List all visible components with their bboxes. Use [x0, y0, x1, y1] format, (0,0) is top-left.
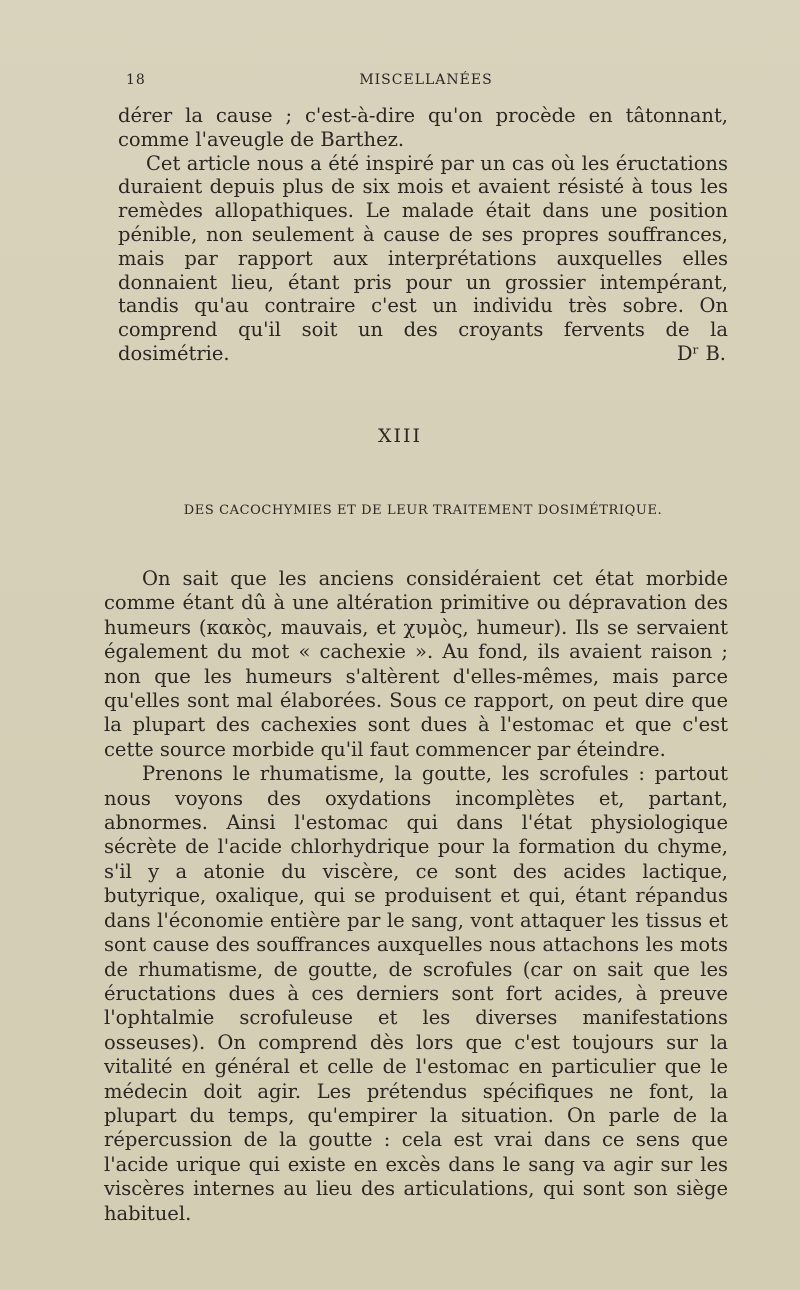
page-number: 18 — [126, 72, 146, 88]
previous-article-text — [118, 104, 728, 366]
paragraph: Prenons le rhumatisme, la goutte, les scrofules : partout nous voyons des oxydations incomplètes et, partant, abnormes. Ainsi l'estomac qui dans l'état physiologique sécrète de l'acide chlorhydrique pour la formation du chyme, s'il y a atonie du viscère, ce sont des acides lactique, butyrique, oxalique, qui se produisent et qui, étant répandus dans l'économie entière par le sang, vont attaquer les tissus et sont cause des souffrances auxquelles nous attachons les mots de rhumatisme, de goutte, de scrofules (car on sait que les éructations dues à ces derniers sont fort acides, à preuve l'ophtalmie scrofuleuse et les diverses manifestations osseuses). On comprend dès lors que c'est toujours sur la vitalité en général et celle de l'estomac en particulier que le médecin doit agir. Les prétendus spécifiques ne font, la plupart du temps, qu'empirer la situation. On parle de la répercussion de la goutte : cela est vrai dans ce sens que l'acide urique qui existe en excès dans le sang va agir sur les viscères internes au lieu des articulations, qui sont son siège habituel. — [104, 762, 728, 1225]
paragraph: On sait que les anciens considéraient cet état morbide comme étant dû à une altération primitive ou dépravation des humeurs (κακὸς, mauvais, et χυμὸς, humeur). Ils se servaient également du mot « cachexie ». Au fond, ils avaient raison ; non que les humeurs s'altèrent d'elles-mêmes, mais parce qu'elles sont mal élaborées. Sous ce rapport, on peut dire que la plupart des cachexies sont dues à l'estomac et que c'est cette source morbide qu'il faut commencer par éteindre. — [104, 567, 728, 761]
section-body — [104, 567, 728, 1226]
running-title: MISCELLANÉES — [359, 72, 493, 88]
paragraph: Cet article nous a été inspiré par un cas où les éructations duraient depuis plus de six mois et avaient résisté à tous les remèdes allopathiques. Le malade était dans une position pénible, non seulement à cause de ses propres souffrances, mais par rapport aux interprétations auxquelles elles donnaient lieu, étant pris pour un grossier intempérant, tandis qu'au contraire c'est un individu très sobre. On comprend qu'il soit un des croyants fervents de la dosimétrie. — [118, 151, 728, 365]
section-title: DES CACOCHYMIES ET DE LEUR TRAITEMENT DOSIMÉTRIQUE. — [183, 503, 663, 518]
author-signature: Dʳ B. — [676, 342, 726, 365]
paragraph-continuation: dérer la cause ; c'est-à-dire qu'on procède en tâtonnant, comme l'aveugle de Barthez. — [118, 104, 728, 151]
running-head — [126, 72, 726, 96]
section-number: XIII — [377, 425, 423, 447]
